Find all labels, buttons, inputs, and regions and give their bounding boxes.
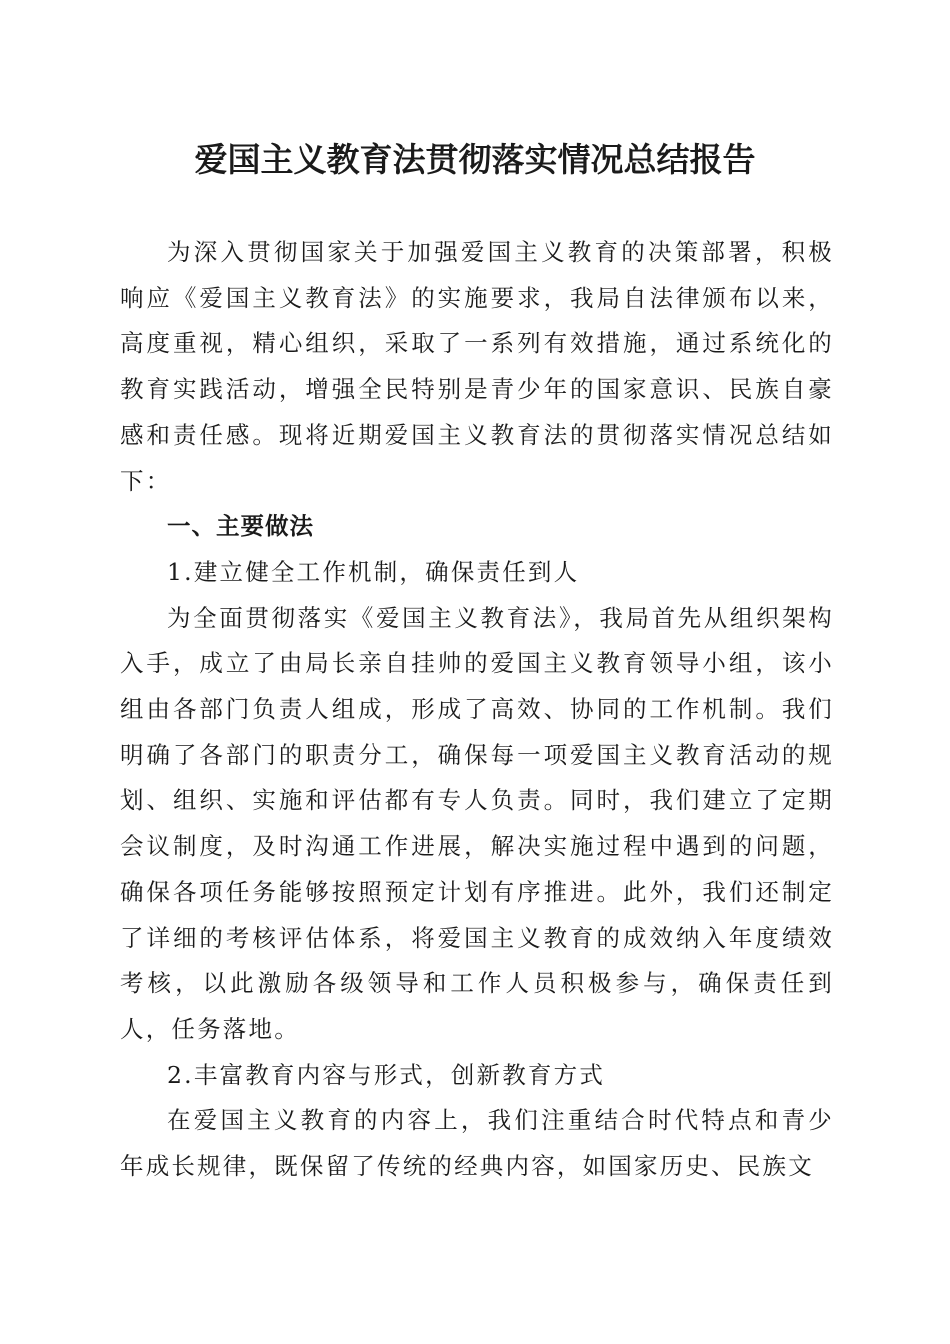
intro-paragraph: 为深入贯彻国家关于加强爱国主义教育的决策部署，积极响应《爱国主义教育法》的实施要求，我局自法律颁布以来，高度重视，精心组织，采取了一系列有效措施，通过系统化的教育实践活动，增强全民特别是青少年的国家意识、民族自豪感和责任感。现将近期爱国主义教育法的贯彻落实情况总结如下： bbox=[120, 238, 834, 495]
paragraph-work-mechanism: 为全面贯彻落实《爱国主义教育法》，我局首先从组织架构入手，成立了由局长亲自挂帅的爱国主义教育领导小组，该小组由各部门负责人组成，形成了高效、协同的工作机制。我们明确了各部门的职责分工，确保每一项爱国主义教育活动的规划、组织、实施和评估都有专人负责。同时，我们建立了定期会议制度，及时沟通工作进展，解决实施过程中遇到的问题，确保各项任务能够按照预定计划有序推进。此外，我们还制定了详细的考核评估体系，将爱国主义教育的成效纳入年度绩效考核，以此激励各级领导和工作人员积极参与，确保责任到人，任务落地。 bbox=[120, 603, 834, 1043]
paragraph-education-content: 在爱国主义教育的内容上，我们注重结合时代特点和青少年成长规律，既保留了传统的经典内容，如国家历史、民族文 bbox=[120, 1106, 834, 1181]
subheading-work-mechanism: 1.建立健全工作机制，确保责任到人 bbox=[167, 557, 580, 586]
document-title: 爱国主义教育法贯彻落实情况总结报告 bbox=[194, 140, 756, 179]
section-heading-main-practices: 一、主要做法 bbox=[167, 512, 314, 541]
subheading-education-content: 2.丰富教育内容与形式，创新教育方式 bbox=[167, 1060, 606, 1089]
document-body bbox=[120, 230, 834, 1190]
